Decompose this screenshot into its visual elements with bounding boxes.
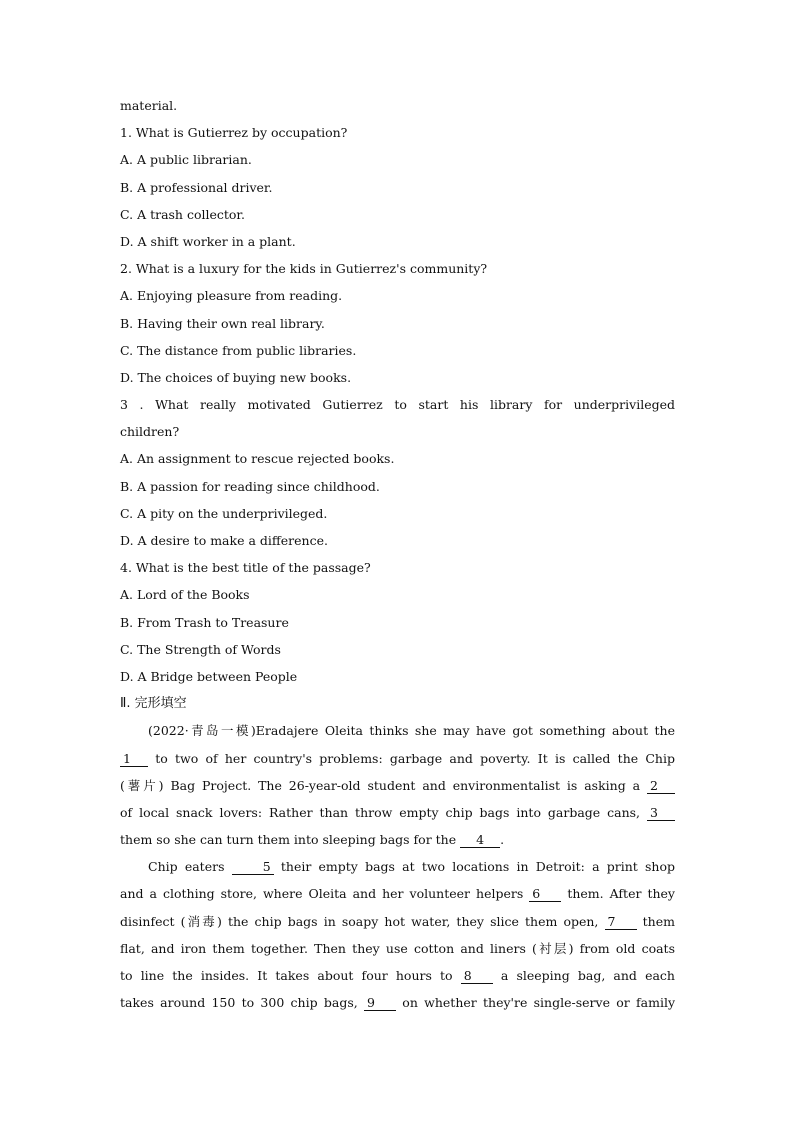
section-2-heading: Ⅱ. 完形填空 — [120, 696, 187, 712]
document-page — [120, 96, 675, 1020]
question-4-option-a: A. Lord of the Books — [120, 587, 250, 603]
question-2-option-c: C. The distance from public libraries. — [120, 342, 357, 358]
cloze-p1-text: (2022·青岛一模)Eradajere Oleita thinks she may have got something about the — [148, 723, 675, 739]
cloze-p1-line-3 — [120, 776, 675, 803]
question-3-stem-line-2: children? — [120, 424, 180, 440]
intro-tail: material. — [120, 98, 178, 113]
cloze-p2-text: them. After they — [567, 886, 675, 902]
question-4-stem: 4. What is the best title of the passage? — [120, 560, 371, 576]
blank-3: 3 — [647, 806, 675, 821]
blank-4: 4 — [460, 833, 500, 848]
question-2-option-b: B. Having their own real library. — [120, 315, 325, 331]
question-4-option-b: B. From Trash to Treasure — [120, 614, 289, 630]
blank-2: 2 — [647, 779, 675, 794]
question-3-option-b: B. A passion for reading since childhood. — [120, 478, 380, 494]
question-1-option-c: C. A trash collector. — [120, 206, 245, 222]
cloze-p2-text: takes around 150 to 300 chip bags, — [120, 995, 358, 1011]
cloze-p2-text: them — [642, 913, 675, 929]
question-3-option-a: A. An assignment to rescue rejected books. — [120, 451, 395, 467]
question-1-option-a: A. A public librarian. — [120, 152, 252, 168]
question-3-stem-line-1: 3 . What really motivated Gutierrez to start his library for underprivileged — [120, 397, 675, 413]
cloze-p1-text: of local snack lovers: Rather than throw empty chip bags into garbage cans, — [120, 804, 641, 820]
cloze-p2-text: and a clothing store, where Oleita and her volunteer helpers — [120, 886, 524, 902]
blank-9: 9 — [364, 996, 396, 1011]
cloze-p2-text: disinfect (消毒) the chip bags in soapy hot water, they slice them open, — [120, 913, 599, 929]
blank-8: 8 — [461, 969, 493, 984]
question-3-option-c: C. A pity on the underprivileged. — [120, 505, 328, 521]
cloze-p2-line-1 — [120, 857, 675, 884]
cloze-p2-text: on whether they're single-serve or family — [402, 995, 675, 1011]
question-1-stem: 1. What is Gutierrez by occupation? — [120, 125, 348, 141]
cloze-p2-line-4 — [120, 939, 675, 966]
cloze-p1-line-5 — [120, 830, 675, 857]
cloze-p2-line-5 — [120, 966, 675, 993]
cloze-p2-text: flat, and iron them together. Then they use cotton and liners (衬层) from old coats — [120, 940, 675, 956]
cloze-p2-text: a sleeping bag, and each — [500, 968, 675, 983]
cloze-p1-text: . — [500, 832, 505, 848]
question-2-option-a: A. Enjoying pleasure from reading. — [120, 288, 343, 304]
blank-1: 1 — [120, 752, 148, 767]
question-2-option-d: D. The choices of buying new books. — [120, 369, 352, 385]
cloze-p2-line-2 — [120, 884, 675, 911]
question-1-option-d: D. A shift worker in a plant. — [120, 233, 296, 249]
cloze-p1-text: (薯片) Bag Project. The 26-year-old student and environmentalist is asking a — [120, 777, 641, 793]
question-2-stem: 2. What is a luxury for the kids in Gutierrez's community? — [120, 261, 488, 277]
cloze-p2-line-6 — [120, 993, 675, 1020]
cloze-p1-text: to two of her country's problems: garbage and poverty. It is called the Chip — [155, 750, 675, 766]
blank-6: 6 — [529, 887, 561, 902]
question-3-option-d: D. A desire to make a difference. — [120, 533, 328, 548]
cloze-p2-text: to line the insides. It takes about four hours to — [120, 968, 453, 983]
cloze-p1-line-1 — [120, 721, 675, 748]
question-4-option-d: D. A Bridge between People — [120, 668, 298, 684]
blank-5: 5 — [232, 860, 274, 875]
question-1-option-b: B. A professional driver. — [120, 179, 273, 195]
cloze-p1-line-4 — [120, 803, 675, 830]
blank-7: 7 — [605, 915, 637, 930]
cloze-p2-line-3 — [120, 912, 675, 939]
cloze-p1-text: them so she can turn them into sleeping bags for the — [120, 832, 457, 848]
cloze-p2-text: Chip eaters — [148, 859, 225, 875]
cloze-p1-line-2 — [120, 749, 675, 776]
question-4-option-c: C. The Strength of Words — [120, 641, 281, 657]
cloze-p2-text: their empty bags at two locations in Detroit: a print shop — [280, 859, 675, 875]
